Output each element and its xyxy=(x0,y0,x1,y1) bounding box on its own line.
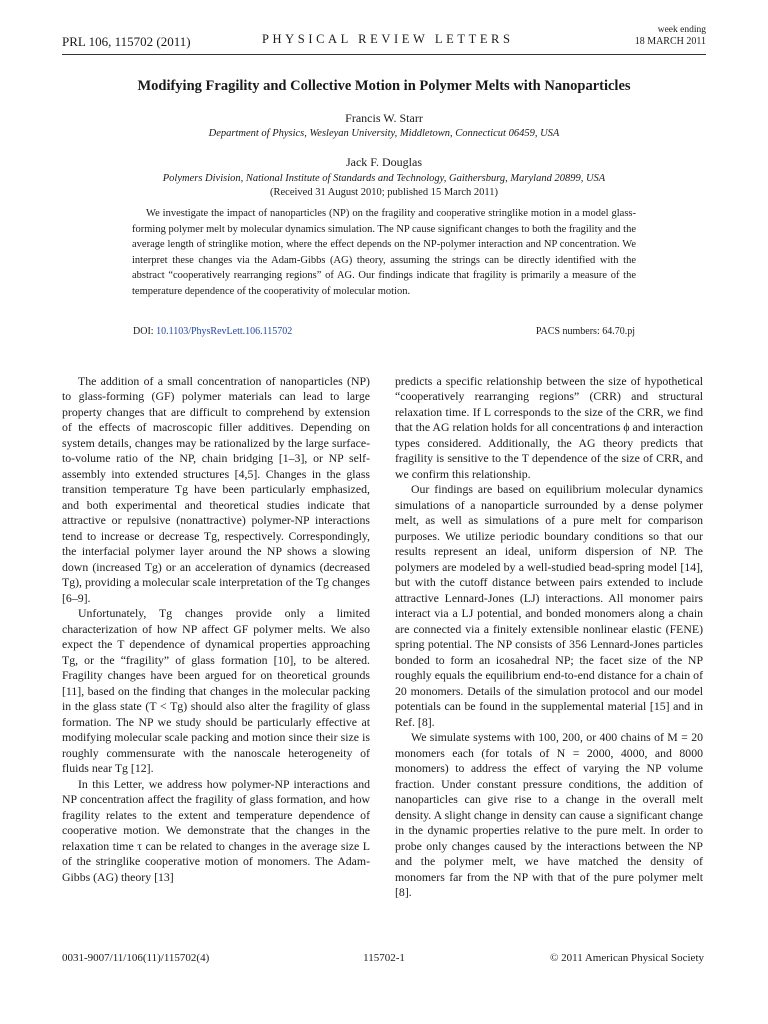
body-column-left xyxy=(62,374,370,885)
article-title: Modifying Fragility and Collective Motion in Polymer Melts with Nanoparticles xyxy=(137,78,631,94)
page-number: 115702-1 xyxy=(363,952,405,964)
body-paragraph: The addition of a small concentration of nanoparticles (NP) to glass-forming (GF) polymer materials can lead to large property changes that are difficult to comprehend by extension of the effects of macroscopic filler additives. Depending on system details, changes may be rationalized by the large surface-to-volume ratio of the NP, chain bridging [1–3], or NP self-assembly into extended structures [4,5]. Changes in the glass transition temperature Tg have been particularly emphasized, and both experimental and theoretical studies indicate that attractive or repulsive (nonattractive) polymer-NP interactions tend to increase or decrease Tg, respectively. Correspondingly, the interfacial polymer layer around the NP shows a slowing down (increased Tg) or an acceleration of dynamics (decreased Tg), providing a molecular scale interpretation of the Tg changes [6–9]. xyxy=(62,374,370,605)
header-rule xyxy=(62,54,706,55)
body-paragraph: Our findings are based on equilibrium molecular dynamics simulations of a nanoparticle surrounded by a dense polymer melt, as well as simulations of a pure melt for comparison purposes. We utilize periodic boundary conditions so that our results represent an ideal, uniform dispersion of NP. The polymers are modeled by a well-studied bead-spring model [14], but with the cutoff distance between pairs extended to include attractive Lennard-Jones (LJ) interactions. All monomer pairs interact via a LJ potential, and bonded monomers along a chain are connected via a finitely extensible nonlinear elastic (FENE) spring potential. The NP consists of 356 Lennard-Jones particles bonded to form an icosahedral NP; the facet size of the NP roughly equals the equilibrium end-to-end distance for a chain of 20 monomers. Details of the simulation protocol and our model potentials can be found in the supplemental material [15] and in Ref. [8]. xyxy=(395,482,703,729)
body-paragraph: In this Letter, we address how polymer-NP interactions and NP concentration affect the fragility of glass formation, and how fragility relates to the extent and temperature dependence of cooperative motion. We demonstrate that the changes in the relaxation time τ can be related to changes in the average size L of the stringlike cooperative motion of monomers. The Adam-Gibbs (AG) theory [13] xyxy=(62,776,370,884)
author-affiliation: Department of Physics, Wesleyan University, Middletown, Connecticut 06459, USA xyxy=(208,128,560,139)
doi-link[interactable]: 10.1103/PhysRevLett.106.115702 xyxy=(156,326,293,337)
copyright: © 2011 American Physical Society xyxy=(550,952,704,964)
body-paragraph: predicts a specific relationship between the size of hypothetical “cooperatively rearranging regions” (CRR) and structural relaxation time. If L corresponds to the size of the CRR, we find that the AG relation holds for all concentrations ϕ and interaction types considered. Additionally, the AG theory predicts that fragility is sensitive to the T dependence of the size of CRR, and we confirm this relationship. xyxy=(395,374,703,481)
author-name: Jack F. Douglas xyxy=(345,155,423,169)
week-ending-date: 18 MARCH 2011 xyxy=(634,36,706,47)
body-paragraph: We simulate systems with 100, 200, or 400 chains of M = 20 monomers each (for totals of N = 2000, 4000, and 8000 monomers) to address the effect of varying the NP volume fraction. Under constant pressure conditions, the addition of nanoparticles can give rise to a change in the overall melt density. A slight change in density can cause a significant change in the dynamic properties relative to the pure melt. In order to probe only changes caused by the interactions between the NP and the polymer melt, we have matched the density of monomers far from the NP with that of the pure polymer melt [8]. xyxy=(395,730,703,899)
pacs-numbers: PACS numbers: 64.70.pj xyxy=(535,326,635,337)
received-date: (Received 31 August 2010; published 15 March 2011) xyxy=(270,187,498,198)
abstract xyxy=(132,206,636,300)
journal-reference: PRL 106, 115702 (2011) xyxy=(62,34,191,49)
doi-label: DOI: xyxy=(133,326,154,337)
doi xyxy=(133,326,292,337)
week-ending-label: week ending xyxy=(657,25,706,35)
journal-name: PHYSICAL REVIEW LETTERS xyxy=(262,32,514,46)
author-affiliation: Polymers Division, National Institute of Standards and Technology, Gaithersburg, Maryland 20899, USA xyxy=(162,173,606,184)
footer-issn: 0031-9007/11/106(11)/115702(4) xyxy=(62,952,210,964)
issue-date xyxy=(635,25,706,47)
abstract-text: We investigate the impact of nanoparticles (NP) on the fragility and cooperative stringlike motion in a model glass-forming polymer melt by molecular dynamics simulation. The NP cause significant changes to both the fragility and the average length of stringlike motion, where the effect depends on the NP-polymer interaction and NP concentration. We interpret these changes via the Adam-Gibbs (AG) theory, assuming the strings can be directly identified with the abstract “cooperatively rearranging regions” of AG. Our findings indicate that fragility is primarily a measure of the temperature dependence of the cooperativity of molecular motion. xyxy=(132,208,636,297)
author-name: Francis W. Starr xyxy=(345,111,423,125)
body-paragraph: Unfortunately, Tg changes provide only a limited characterization of how NP affect GF polymer melts. We also expect the T dependence of dynamical properties approaching Tg, or the “fragility” of glass formation [10], to be altered. Fragility changes have been argued for on theoretical grounds [11], based on the finding that changes in the molecular packing in the glass state (T < Tg) should also alter the fragility of glass formation. The NP we study should be particularly effective at modifying molecular scale packing and motion since their size is roughly commensurate with the nanoscale heterogeneity of fluids near Tg [12]. xyxy=(62,606,370,776)
body-column-right xyxy=(395,374,703,900)
